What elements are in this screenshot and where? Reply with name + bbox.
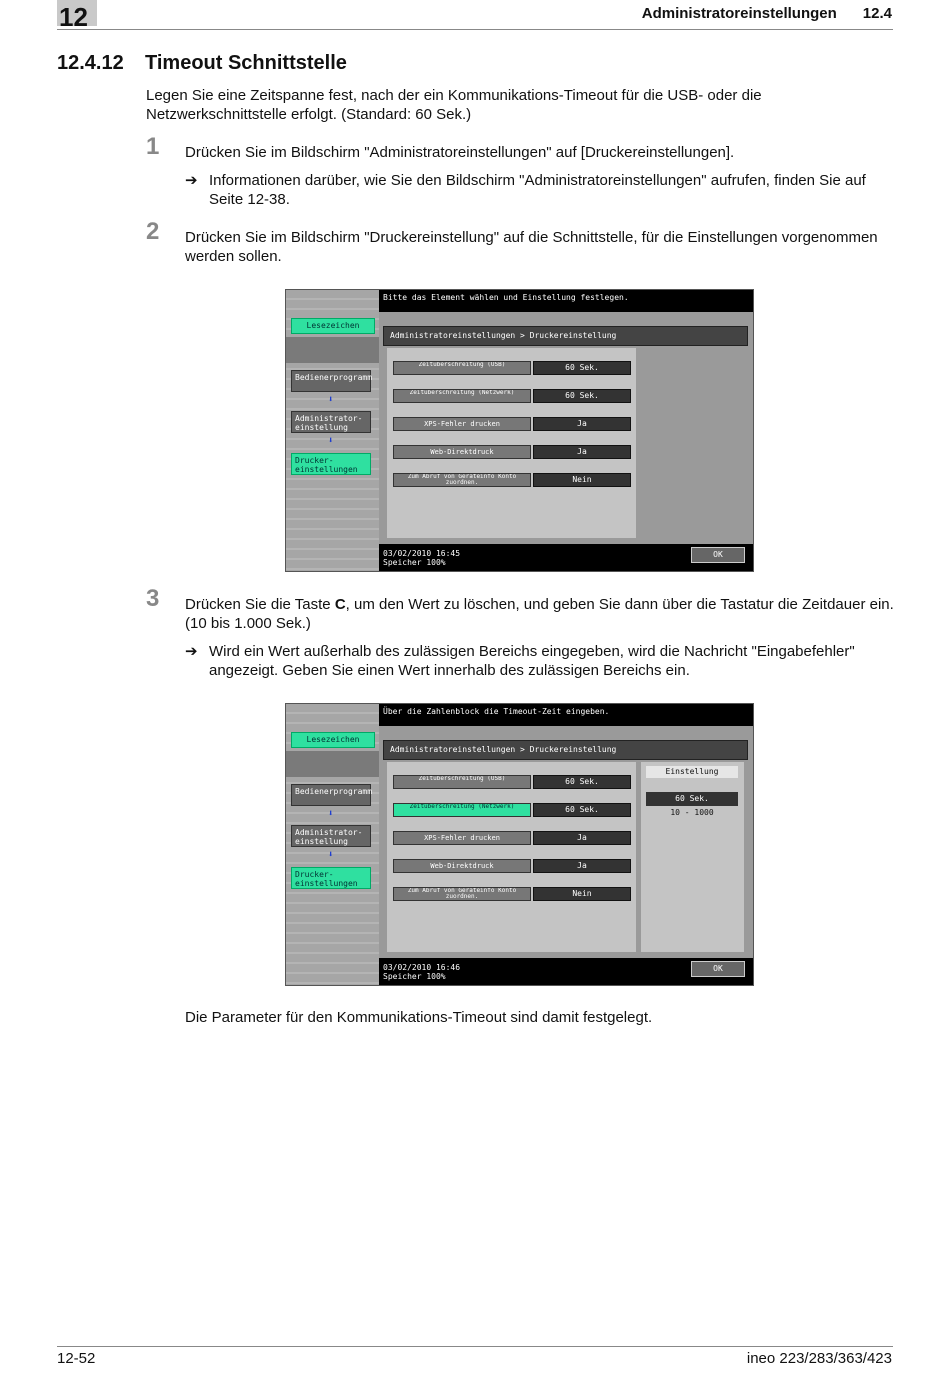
section-title: Timeout Schnittstelle: [145, 52, 347, 74]
setting-value-field[interactable]: 60 Sek.: [646, 792, 738, 806]
step-text: Drücken Sie im Bildschirm "Administratoreinstellungen" auf [Druckereinstellungen].: [185, 144, 735, 161]
arrow-down-icon: ⬇: [328, 850, 334, 860]
row-label[interactable]: Zeitüberschreitung (USB): [393, 775, 531, 789]
arrow-down-icon: ⬇: [328, 436, 334, 446]
step-3-note: [185, 642, 895, 680]
header-rule: [57, 29, 893, 30]
row-value: 60 Sek.: [533, 775, 631, 789]
breadcrumb: Administratoreinstellungen > Druckereinstellung: [383, 740, 748, 760]
row-device-info[interactable]: [393, 473, 631, 487]
key-c: C: [334, 596, 346, 613]
row-label[interactable]: Zeitüberschreitung (Netzwerk): [393, 389, 531, 403]
intro-paragraph: Legen Sie eine Zeitspanne fest, nach der ein Kommunikations-Timeout für die USB- oder die Netzwerkschnittstelle erfolgt. (Standard: 60 Sek.): [146, 87, 762, 123]
step-number: 2: [146, 218, 160, 245]
row-label[interactable]: Web-Direktdruck: [393, 445, 531, 459]
screen-status-bar: [379, 958, 753, 985]
row-timeout-usb[interactable]: [393, 361, 631, 375]
ok-button[interactable]: OK: [691, 961, 745, 977]
arrow-down-icon: ⬇: [328, 395, 334, 405]
row-web-direct[interactable]: [393, 445, 631, 459]
breadcrumb: Administratoreinstellungen > Druckereinstellung: [383, 326, 748, 346]
ok-button[interactable]: OK: [691, 547, 745, 563]
arrow-icon: ➔: [185, 172, 198, 189]
product-name: ineo 223/283/363/423: [746, 1350, 892, 1367]
date-time: 03/02/2010 16:45: [383, 549, 461, 558]
nav-bedienerprogramm[interactable]: Bedienerprogramm: [291, 784, 371, 806]
setting-panel: [641, 762, 744, 952]
row-label[interactable]: Web-Direktdruck: [393, 859, 531, 873]
step-2: [146, 218, 896, 266]
row-timeout-network[interactable]: [393, 389, 631, 403]
arrow-icon: ➔: [185, 643, 198, 660]
settings-panel: [387, 762, 636, 952]
setting-range: 10 - 1000: [670, 808, 714, 817]
step-1-note: [185, 171, 895, 209]
date-time: 03/02/2010 16:46: [383, 963, 461, 972]
row-value: Nein: [533, 887, 631, 901]
section-heading: [57, 52, 347, 75]
row-value: 60 Sek.: [533, 389, 631, 403]
page-number: 12-52: [57, 1350, 96, 1367]
step-text: Drücken Sie im Bildschirm "Druckereinstellung" auf die Schnittstelle, für die Einstellungen vorgenommen werden sollen.: [185, 229, 878, 265]
bookmark-button[interactable]: Lesezeichen: [291, 318, 375, 334]
chapter-number: 12: [57, 0, 97, 26]
screen-message: Über die Zahlenblock die Timeout-Zeit eingeben.: [379, 704, 753, 726]
footer-rule: [57, 1346, 893, 1347]
row-label[interactable]: Zeitüberschreitung (Netzwerk): [393, 803, 531, 817]
note-text: Wird ein Wert außerhalb des zulässigen Bereichs eingegeben, wird die Nachricht "Eingabefehler" angezeigt. Geben Sie einen Wert innerhalb des zulässigen Bereichs ein.: [209, 643, 855, 679]
memory: Speicher 100%: [383, 972, 446, 981]
row-label[interactable]: Zum Abruf von Geräteinfo Konto zuordnen.: [393, 887, 531, 901]
row-value: Ja: [533, 417, 631, 431]
nav-bedienerprogramm[interactable]: Bedienerprogramm: [291, 370, 371, 392]
step-text: Drücken Sie die Taste C, um den Wert zu löschen, und geben Sie dann über die Tastatur die Zeitdauer ein. (10 bis 1.000 Sek.): [185, 596, 894, 632]
row-timeout-network[interactable]: [393, 803, 631, 817]
row-value: 60 Sek.: [533, 361, 631, 375]
screen-status-bar: [379, 544, 753, 571]
nav-druckereinstellungen[interactable]: Drucker-einstellungen: [291, 453, 371, 475]
row-timeout-usb[interactable]: [393, 775, 631, 789]
step-number: 3: [146, 585, 160, 612]
step-number: 1: [146, 133, 160, 160]
settings-panel: [387, 348, 636, 538]
row-label[interactable]: XPS-Fehler drucken: [393, 417, 531, 431]
row-value: Nein: [533, 473, 631, 487]
arrow-down-icon: ⬇: [328, 809, 334, 819]
row-value: Ja: [533, 445, 631, 459]
step-3: [146, 585, 896, 633]
row-value: Ja: [533, 859, 631, 873]
conclusion-text: Die Parameter für den Kommunikations-Timeout sind damit festgelegt.: [185, 1009, 653, 1026]
bookmark-button[interactable]: Lesezeichen: [291, 732, 375, 748]
screenshot-timeout-eingabe: [285, 703, 754, 986]
running-header: [642, 5, 892, 22]
row-value: Ja: [533, 831, 631, 845]
header-section-ref: 12.4: [862, 5, 892, 22]
row-value: 60 Sek.: [533, 803, 631, 817]
note-text: Informationen darüber, wie Sie den Bildschirm "Administratoreinstellungen" aufrufen, finden Sie auf Seite 12-38.: [209, 172, 866, 208]
nav-administratoreinstellung[interactable]: Administrator-einstellung: [291, 411, 371, 433]
row-label[interactable]: Zeitüberschreitung (USB): [393, 361, 531, 375]
row-label[interactable]: XPS-Fehler drucken: [393, 831, 531, 845]
nav-administratoreinstellung[interactable]: Administrator-einstellung: [291, 825, 371, 847]
screen-message: Bitte das Element wählen und Einstellung festlegen.: [379, 290, 753, 312]
row-device-info[interactable]: [393, 887, 631, 901]
header-title: Administratoreinstellungen: [641, 5, 837, 22]
setting-title: Einstellung: [646, 766, 738, 778]
row-label[interactable]: Zum Abruf von Geräteinfo Konto zuordnen.: [393, 473, 531, 487]
row-xps-error[interactable]: [393, 417, 631, 431]
step-1: [146, 133, 896, 162]
memory: Speicher 100%: [383, 558, 446, 567]
row-xps-error[interactable]: [393, 831, 631, 845]
screenshot-druckereinstellung: [285, 289, 754, 572]
section-number: 12.4.12: [57, 52, 124, 74]
nav-druckereinstellungen[interactable]: Drucker-einstellungen: [291, 867, 371, 889]
row-web-direct[interactable]: [393, 859, 631, 873]
